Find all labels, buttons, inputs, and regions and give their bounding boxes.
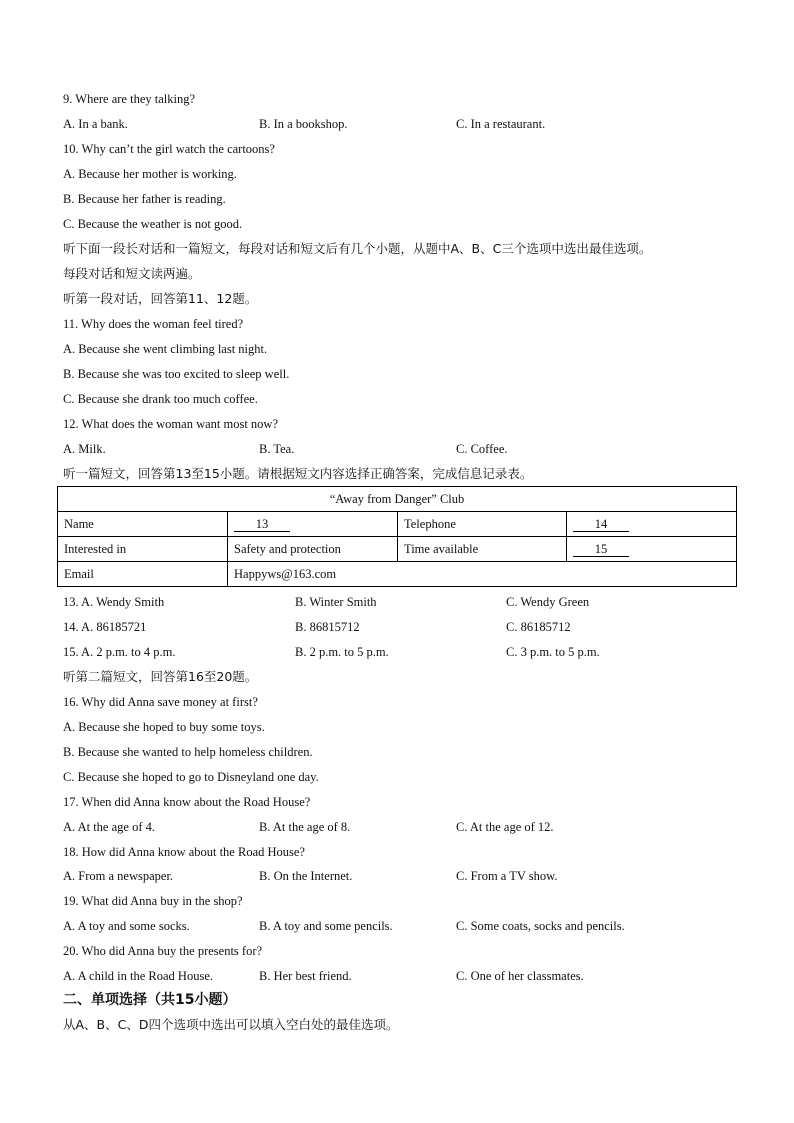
instruction-long-dialogue: 听下面一段长对话和一篇短文，每段对话和短文后有几个小题，从题中A、B、C三个选项中选出最佳选项。 <box>63 241 652 256</box>
question-16-stem: 16. Why did Anna save money at first? <box>63 695 258 709</box>
question-12-option-b: B. Tea. <box>259 442 295 456</box>
question-10-stem: 10. Why can’t the girl watch the cartoons? <box>63 142 275 156</box>
question-9-option-b: B. In a bookshop. <box>259 117 348 131</box>
question-16-option-a: A. Because she hoped to buy some toys. <box>63 720 265 734</box>
question-18-stem: 18. How did Anna know about the Road House? <box>63 845 305 859</box>
time-cell <box>567 537 737 562</box>
question-11-option-a: A. Because she went climbing last night. <box>63 342 268 356</box>
email-value: Happyws@163.com <box>228 562 737 587</box>
section-2-instruction: 从A、B、C、D四个选项中选出可以填入空白处的最佳选项。 <box>63 1017 399 1032</box>
blank-13: 13 <box>234 518 290 532</box>
question-16-option-b: B. Because she wanted to help homeless children. <box>63 745 313 759</box>
question-14-option-c: C. 86185712 <box>506 620 571 634</box>
question-17-option-c: C. At the age of 12. <box>456 820 554 834</box>
interested-value: Safety and protection <box>228 537 398 562</box>
club-info-table <box>57 486 737 587</box>
question-19-option-b: B. A toy and some pencils. <box>259 919 393 933</box>
question-19-option-a: A. A toy and some socks. <box>63 919 190 933</box>
question-13-option-c: C. Wendy Green <box>506 595 590 609</box>
question-17-option-a: A. At the age of 4. <box>63 820 155 834</box>
question-12-option-c: C. Coffee. <box>456 442 508 456</box>
instruction-dialogue-1: 听第一段对话，回答第11、12题。 <box>63 291 258 306</box>
table-row <box>58 562 737 587</box>
telephone-cell <box>567 512 737 537</box>
question-19-option-c: C. Some coats, socks and pencils. <box>456 919 625 933</box>
question-17-stem: 17. When did Anna know about the Road House? <box>63 795 311 809</box>
question-10-option-b: B. Because her father is reading. <box>63 192 226 206</box>
question-12-stem: 12. What does the woman want most now? <box>63 417 279 431</box>
question-14-option-a: 14. A. 86185721 <box>63 620 147 634</box>
time-label: Time available <box>398 537 567 562</box>
question-20-option-b: B. Her best friend. <box>259 969 352 983</box>
question-10-option-a: A. Because her mother is working. <box>63 167 237 181</box>
blank-15: 15 <box>573 543 629 557</box>
question-14-option-b: B. 86815712 <box>295 620 360 634</box>
telephone-label: Telephone <box>398 512 567 537</box>
question-10-option-c: C. Because the weather is not good. <box>63 217 243 231</box>
table-row <box>58 537 737 562</box>
question-19-stem: 19. What did Anna buy in the shop? <box>63 894 243 908</box>
table-row <box>58 512 737 537</box>
question-13-option-a: 13. A. Wendy Smith <box>63 595 165 609</box>
question-18-option-b: B. On the Internet. <box>259 869 353 883</box>
question-11-option-c: C. Because she drank too much coffee. <box>63 392 258 406</box>
blank-14: 14 <box>573 518 629 532</box>
question-11-option-b: B. Because she was too excited to sleep well. <box>63 367 290 381</box>
email-label: Email <box>58 562 228 587</box>
question-11-stem: 11. Why does the woman feel tired? <box>63 317 244 331</box>
table-row <box>58 487 737 512</box>
question-18-option-a: A. From a newspaper. <box>63 869 174 883</box>
instruction-passage-2: 听第二篇短文，回答第16至20题。 <box>63 669 258 684</box>
question-12-option-a: A. Milk. <box>63 442 106 456</box>
question-15-option-c: C. 3 p.m. to 5 p.m. <box>506 645 600 659</box>
question-17-option-b: B. At the age of 8. <box>259 820 351 834</box>
question-20-option-c: C. One of her classmates. <box>456 969 584 983</box>
table-title: “Away from Danger” Club <box>58 487 737 512</box>
instruction-passage-1: 听一篇短文，回答第13至15小题。请根据短文内容选择正确答案，完成信息记录表。 <box>63 466 533 481</box>
question-18-option-c: C. From a TV show. <box>456 869 558 883</box>
question-9-option-c: C. In a restaurant. <box>456 117 546 131</box>
question-16-option-c: C. Because she hoped to go to Disneyland one day. <box>63 770 319 784</box>
name-label: Name <box>58 512 228 537</box>
question-20-option-a: A. A child in the Road House. <box>63 969 213 983</box>
name-cell <box>228 512 398 537</box>
question-9-option-a: A. In a bank. <box>63 117 128 131</box>
question-9-stem: 9. Where are they talking? <box>63 92 196 106</box>
question-20-stem: 20. Who did Anna buy the presents for? <box>63 944 263 958</box>
question-15-option-a: 15. A. 2 p.m. to 4 p.m. <box>63 645 176 659</box>
question-13-option-b: B. Winter Smith <box>295 595 377 609</box>
instruction-read-twice: 每段对话和短文读两遍。 <box>63 266 201 281</box>
interested-label: Interested in <box>58 537 228 562</box>
section-2-title: 二、单项选择（共15小题） <box>63 992 237 1008</box>
question-15-option-b: B. 2 p.m. to 5 p.m. <box>295 645 389 659</box>
